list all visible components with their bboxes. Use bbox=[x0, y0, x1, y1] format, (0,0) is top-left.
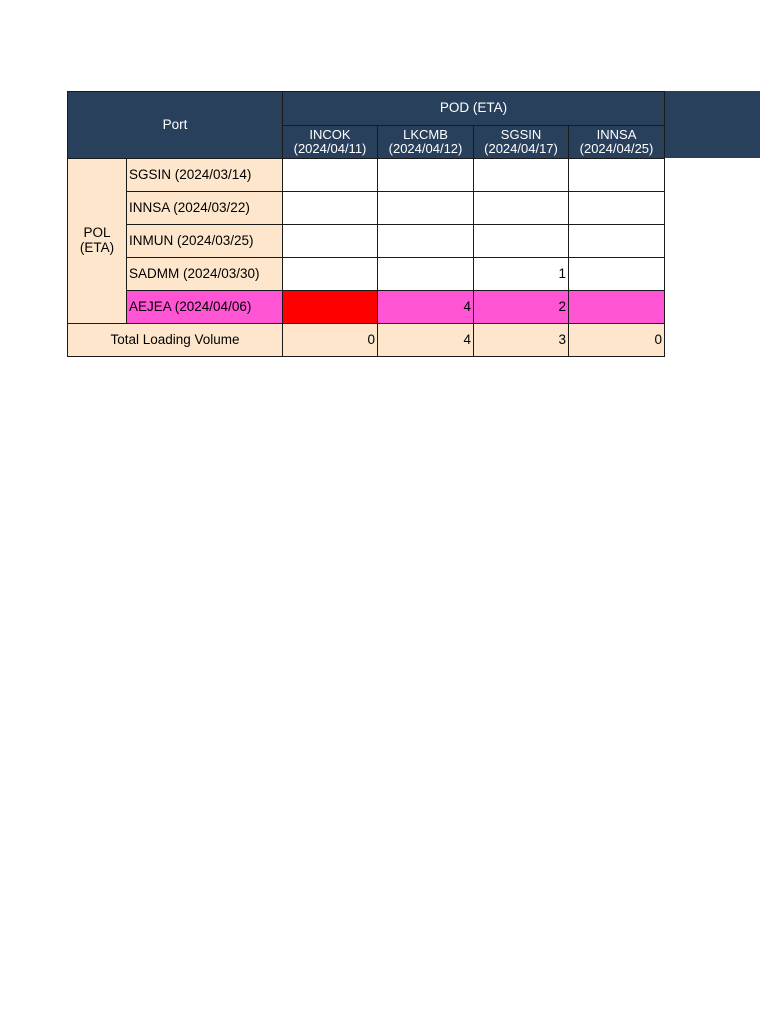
total-cell: 3 bbox=[474, 324, 569, 357]
highlighted-volume-cell[interactable] bbox=[283, 291, 378, 324]
total-cell: 0 bbox=[569, 324, 665, 357]
pod-eta: (2024/04/12) bbox=[388, 141, 463, 156]
volume-cell[interactable]: 4 bbox=[378, 291, 474, 324]
pol-row-label: AEJEA (2024/04/06) bbox=[127, 291, 283, 324]
pod-eta: (2024/04/17) bbox=[484, 141, 558, 156]
loading-volume-table bbox=[67, 91, 665, 357]
volume-cell[interactable] bbox=[474, 159, 569, 192]
total-row bbox=[68, 324, 665, 357]
volume-cell[interactable] bbox=[378, 159, 474, 192]
pol-row-label: INMUN (2024/03/25) bbox=[127, 225, 283, 258]
highlighted-table-row bbox=[68, 291, 665, 324]
volume-cell[interactable] bbox=[569, 225, 665, 258]
pol-row-label: SGSIN (2024/03/14) bbox=[127, 159, 283, 192]
volume-cell[interactable] bbox=[378, 225, 474, 258]
table-row bbox=[68, 225, 665, 258]
pol-label-text: POL (ETA) bbox=[79, 225, 115, 255]
pod-eta: (2024/04/11) bbox=[293, 141, 367, 156]
pod-name: INCOK bbox=[309, 126, 351, 142]
table-row bbox=[68, 192, 665, 225]
pod-eta: (2024/04/25) bbox=[579, 141, 654, 156]
volume-cell[interactable] bbox=[378, 258, 474, 291]
pol-header bbox=[68, 159, 127, 324]
pod-name: INNSA bbox=[596, 126, 637, 142]
volume-cell[interactable]: 1 bbox=[474, 258, 569, 291]
table-row bbox=[68, 258, 665, 291]
total-loading-volume-label: Total Loading Volume bbox=[68, 324, 283, 357]
pod-column-header bbox=[378, 126, 474, 159]
volume-cell[interactable] bbox=[474, 225, 569, 258]
header-band-extension bbox=[664, 91, 760, 158]
pod-header: POD (ETA) bbox=[283, 92, 665, 126]
table-row bbox=[68, 159, 665, 192]
volume-cell[interactable] bbox=[569, 258, 665, 291]
pod-column-header bbox=[283, 126, 378, 159]
total-cell: 4 bbox=[378, 324, 474, 357]
total-cell: 0 bbox=[283, 324, 378, 357]
volume-cell[interactable] bbox=[283, 159, 378, 192]
pod-name: LKCMB bbox=[403, 126, 448, 142]
pod-column-header bbox=[474, 126, 569, 159]
volume-cell[interactable] bbox=[474, 192, 569, 225]
pod-column-header bbox=[569, 126, 665, 159]
volume-cell[interactable] bbox=[569, 192, 665, 225]
pol-row-label: INNSA (2024/03/22) bbox=[127, 192, 283, 225]
volume-cell[interactable] bbox=[569, 159, 665, 192]
volume-cell[interactable] bbox=[283, 225, 378, 258]
volume-cell[interactable] bbox=[283, 192, 378, 225]
volume-cell[interactable] bbox=[378, 192, 474, 225]
volume-cell[interactable] bbox=[283, 258, 378, 291]
pol-row-label: SADMM (2024/03/30) bbox=[127, 258, 283, 291]
port-header: Port bbox=[68, 92, 283, 159]
volume-cell[interactable]: 2 bbox=[474, 291, 569, 324]
volume-cell[interactable] bbox=[569, 291, 665, 324]
pod-name: SGSIN bbox=[500, 126, 542, 142]
